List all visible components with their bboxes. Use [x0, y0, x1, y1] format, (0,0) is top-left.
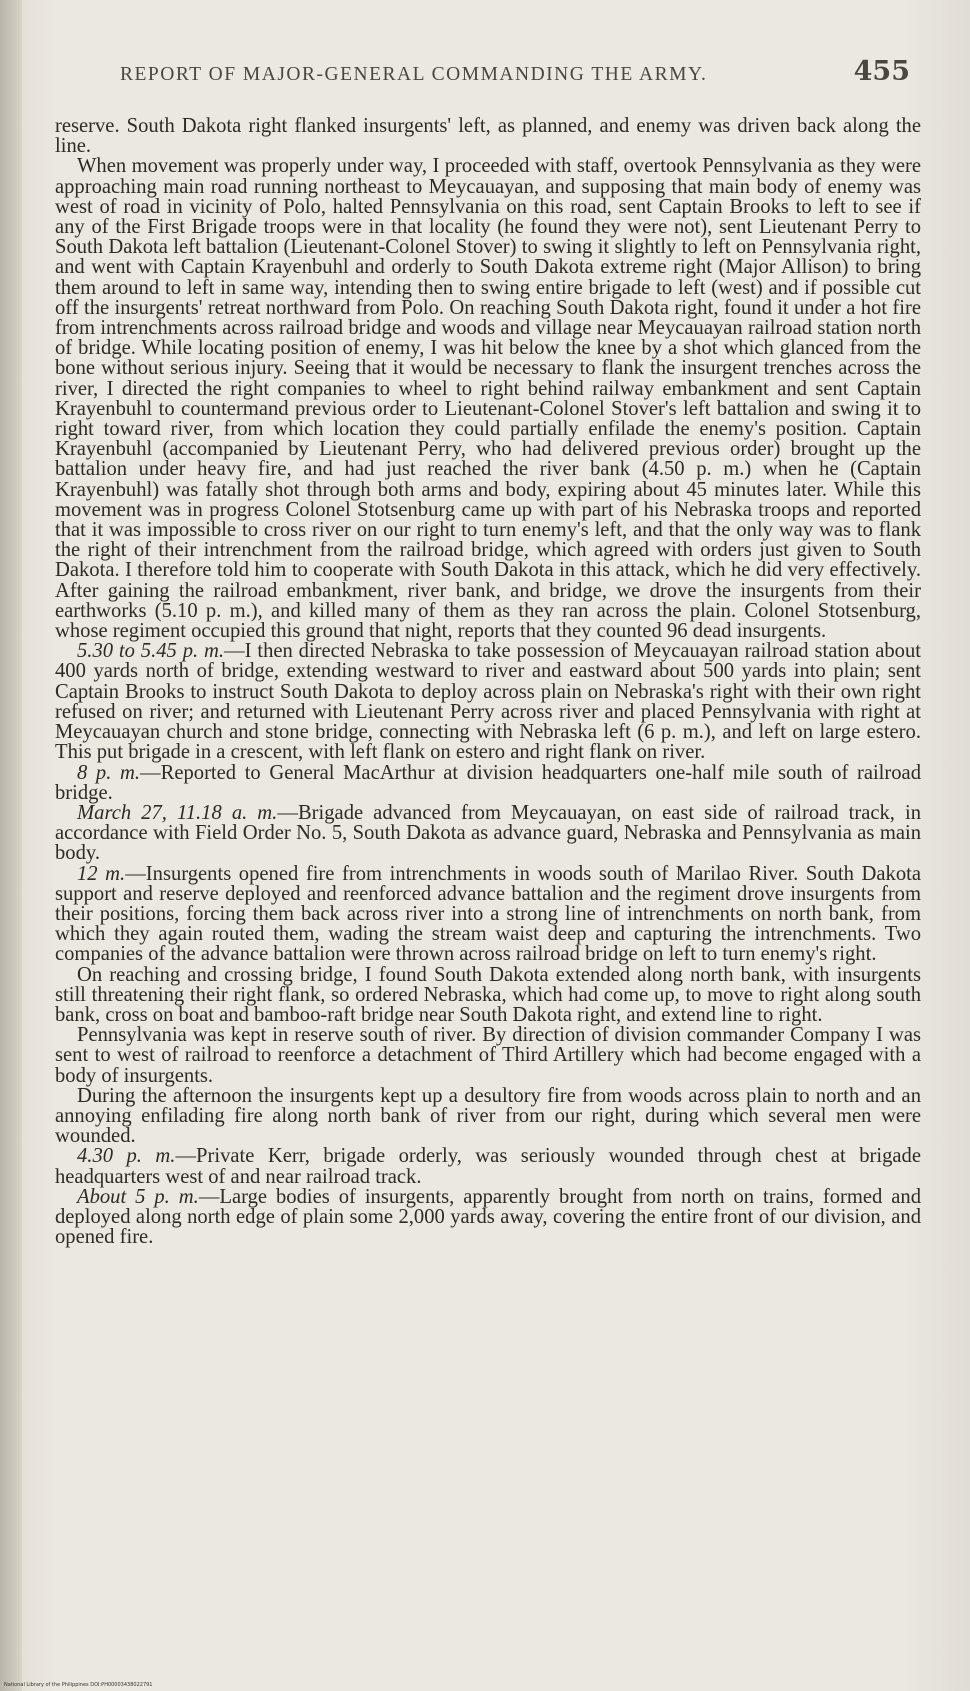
header-title: REPORT OF MAJOR-GENERAL COMMANDING THE ARMY.	[120, 64, 708, 85]
paragraph: About 5 p. m.—Large bodies of insurgents, apparently brought from north on trains, formed and deployed along north edge of plain some 2,000 yards away, covering the entire front of our division, and opened fire.	[55, 1185, 922, 1249]
paragraph: When movement was properly under way, I proceeded with staff, overtook Pennsylvania as they were approaching main road running northeast to Meycauayan, and supposing that main body of enemy was west of road in vicinity of Polo, halted Pennsylvania on this road, sent Captain Brooks to left to see if any of the First Brigade troops were in that locality (he found they were not), sent Lieutenant Perry to South Dakota left battalion (Lieutenant-Colonel Stover) to swing it slightly to left on Pennsylvania right, and went with Captain Krayenbuhl and orderly to South Dakota extreme right (Major Allison) to bring them around to left in same way, intending then to swing entire brigade to left (west) and if possible cut off the insurgents' retreat northward from Polo. On reaching South Dakota right, found it under a hot fire from intrenchments across railroad bridge and woods and village near Meycauayan railroad station north of bridge. While locating position of enemy, I was hit below the knee by a shot which glanced from the bone without serious injury. Seeing that it would be necessary to flank the insurgent trenches across the river, I directed the right companies to wheel to right behind railway embankment and sent Captain Krayenbuhl to countermand previous order to Lieutenant-Colonel Stover's left battalion and swing it to right toward river, from which location they could partially enfilade the enemy's position. Captain Krayenbuhl (accompanied by Lieutenant Perry, who had delivered previous order) brought up the battalion under heavy fire, and had just reached the river bank (4.50 p. m.) when he (Captain Krayenbuhl) was fatally shot through both arms and body, expiring about 45 minutes later. While this movement was in progress Colonel Stotsenburg came up with part of his Nebraska troops and reported that it was impossible to cross river on our right to turn enemy's left, and that the only way was to flank the right of their intrenchment from the railroad bridge, which agreed with orders just given to South Dakota. I therefore told him to cooperate with South Dakota in this attack, which he did very effectively. After gaining the railroad embankment, river bank, and bridge, we drove the insurgents from their earthworks (5.10 p. m.), and killed many of them as they ran across the plain. Colonel Stotsenburg, whose regiment occupied this ground that night, reports that they counted 96 dead insurgents.	[55, 155, 921, 643]
running-header	[120, 56, 910, 87]
paragraph: 8 p. m.—Reported to General MacArthur at division headquarters one-half mile south of railroad bridge.	[55, 761, 921, 804]
paragraph: 4.30 p. m.—Private Kerr, brigade orderly, was seriously wounded through chest at brigade headquarters west of and near railroad track.	[55, 1145, 921, 1188]
book-spine-shadow	[0, 0, 22, 1691]
paragraph: 5.30 to 5.45 p. m.—I then directed Nebraska to take possession of Meycauayan railroad station about 400 yards north of bridge, extending westward to river and eastward about 500 yards into plain; sent Captain Brooks to instruct South Dakota to deploy across plain on Nebraska's right with their own right refused on river; and returned with Lieutenant Perry across river and placed Pennsylvania with right at Meycauayan church and stone bridge, connecting with Nebraska left (6 p. m.), and left on large estero. This put brigade in a crescent, with left flank on estero and right flank on river.	[55, 640, 921, 764]
body-text	[55, 116, 921, 1247]
paragraph: 12 m.—Insurgents opened fire from intrenchments in woods south of Marilao River. South Dakota support and reserve deployed and reenforced advance battalion and the regiment drove insurgents from their positions, forcing them back across river into a strong line of intrenchments on north bank, from which they again routed them, wading the stream waist deep and capturing the intrenchments. Two companies of the advance battalion were thrown across railroad bridge on left to turn enemy's right.	[55, 862, 921, 966]
time-stamp: 5.30 to 5.45 p. m.	[77, 640, 225, 663]
paragraph: March 27, 11.18 a. m.—Brigade advanced from Meycauayan, on east side of railroad track, in accordance with Field Order No. 5, South Dakota as advance guard, Nebraska and Pennsylvania as main body.	[55, 801, 922, 865]
paragraph: During the afternoon the insurgents kept up a desultory fire from woods across plain to north and an annoying enfilading fire along north bank of river from our right, during which several men were wounded.	[55, 1084, 921, 1148]
page-number: 455	[853, 56, 910, 87]
time-stamp: About 5 p. m.	[77, 1185, 199, 1208]
paragraph: reserve. South Dakota right flanked insurgents' left, as planned, and enemy was driven back along the line.	[55, 115, 921, 158]
time-stamp: 8 p. m.	[77, 761, 140, 784]
time-stamp: 12 m.	[77, 862, 126, 885]
time-stamp: March 27, 11.18 a. m.	[77, 801, 278, 824]
paragraph: Pennsylvania was kept in reserve south of river. By direction of division commander Company I was sent to west of railroad to reenforce a detachment of Third Artillery which had become engaged with a body of insurgents.	[55, 1024, 921, 1087]
scan-footer: National Library of the Philippines DOI:PH00003438022791	[4, 1682, 153, 1688]
time-stamp: 4.30 p. m.	[77, 1145, 176, 1168]
paragraph: On reaching and crossing bridge, I found South Dakota extended along north bank, with insurgents still threatening their right flank, so ordered Nebraska, which had come up, to move to right along south bank, cross on boat and bamboo-raft bridge near South Dakota right, and extend line to right.	[55, 963, 921, 1026]
